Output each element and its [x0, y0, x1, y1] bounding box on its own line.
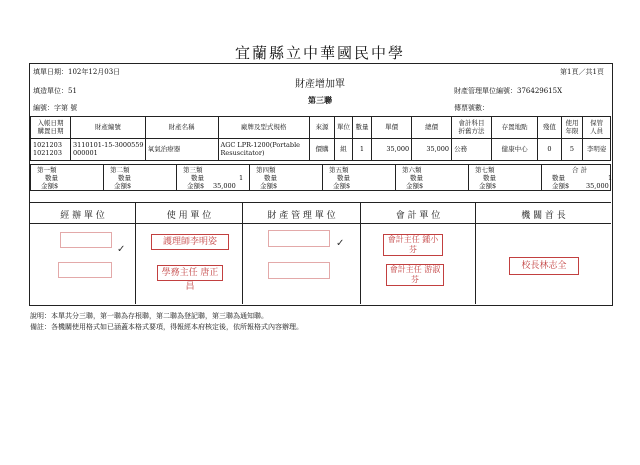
note-remarks: 備註：各機關使用格式如已涵蓋本格式要項，得報經本府核定後，依所報格式內容辦理。: [30, 323, 303, 331]
header-cell: 殘值: [538, 117, 562, 139]
category-name: 合 計: [572, 166, 588, 174]
category-name: 第五類: [329, 166, 349, 174]
row-cell: 價購: [309, 139, 335, 161]
category-qty-value: 1: [239, 174, 244, 182]
category-amt-value: 35,000: [213, 182, 236, 190]
category-amt-value: 35,000: [586, 182, 609, 190]
table-row: [31, 139, 611, 161]
row-cell: 35,000: [372, 139, 412, 161]
handwritten-mark: ✓: [336, 238, 345, 249]
asset-table: [30, 116, 611, 161]
category-qty-label: 數量: [191, 174, 204, 182]
category-name: 第四類: [256, 166, 276, 174]
category-summary: [30, 164, 611, 191]
faint-stamp: [60, 232, 112, 248]
row-cell: 35,000: [412, 139, 452, 161]
fill-date: 填單日期：102年12月03日: [33, 68, 121, 76]
category-qty-label: 數量: [483, 174, 496, 182]
row-cell: 組: [335, 139, 352, 161]
row-cell: 5: [561, 139, 583, 161]
category-cell: [177, 165, 250, 191]
category-name: 第七類: [475, 166, 495, 174]
sign-header-property: 財 產 管 理 單 位: [267, 211, 336, 221]
category-qty-value: 1: [608, 174, 613, 182]
mgmt-number: 財產管理單位編號：376429615X: [454, 87, 563, 95]
header-cell: 使用 年限: [561, 117, 583, 139]
stamp-nurse: 護理師李明姿: [151, 234, 229, 250]
category-name: 第三類: [183, 166, 203, 174]
header-cell: 入帳日期 購置日期: [31, 117, 71, 139]
header-cell: 財產編號: [70, 117, 145, 139]
page-number: 第1頁／共1頁: [560, 68, 604, 76]
header-cell: 單位: [335, 117, 352, 139]
category-qty-label: 數量: [410, 174, 423, 182]
school-title: 宜蘭縣立中華國民中學: [234, 44, 405, 62]
category-qty-label: 數量: [264, 174, 277, 182]
category-name: 第六類: [402, 166, 422, 174]
header-cell: 存置地點: [492, 117, 538, 139]
sign-header-accounting: 會 計 單 位: [395, 211, 441, 221]
category-cell: [323, 165, 396, 191]
row-cell: 健康中心: [492, 139, 538, 161]
category-amt-label: 金額$: [406, 182, 424, 190]
header-cell: 會計科目 折舊方法: [452, 117, 492, 139]
row-cell: 0: [538, 139, 562, 161]
category-amt-label: 金額$: [260, 182, 278, 190]
category-qty-label: 數量: [118, 174, 131, 182]
header-cell: 保管 人員: [583, 117, 611, 139]
row-cell: 李明姿: [583, 139, 611, 161]
faint-stamp: [58, 262, 112, 278]
header-cell: 來源: [309, 117, 335, 139]
row-cell: 1021203 1021203: [31, 139, 71, 161]
divider: [30, 223, 611, 224]
category-amt-label: 金額$: [187, 182, 205, 190]
header-cell: 廠牌及型式規格: [218, 117, 309, 139]
voucher-number: 傳票號數：: [454, 104, 489, 112]
category-name: 第一類: [37, 166, 57, 174]
stamp-director: 學務主任 唐正昌: [157, 265, 223, 281]
category-name: 第二類: [110, 166, 130, 174]
header-cell: 總價: [412, 117, 452, 139]
category-cell: [104, 165, 177, 191]
sign-header-head: 機 關 首 長: [521, 211, 566, 221]
category-amt-label: 金額$: [479, 182, 497, 190]
note-description: 說明：本單共分三聯，第一聯為存根聯，第二聯為登記聯，第三聯為通知聯。: [30, 312, 268, 320]
row-cell: 3110101-15-3000559 000001: [70, 139, 145, 161]
divider: [30, 202, 611, 203]
category-total-cell: [542, 165, 611, 191]
stamp-accounting-2: 會計主任 游淑芬: [386, 264, 444, 286]
category-cell: [469, 165, 542, 191]
category-amt-label: 金額$: [552, 182, 570, 190]
handwritten-mark: ✓: [117, 244, 126, 255]
row-cell: 1: [352, 139, 371, 161]
category-amt-label: 金額$: [333, 182, 351, 190]
category-cell: [250, 165, 323, 191]
sign-header-user: 使 用 單 位: [166, 211, 212, 221]
header-cell: 單價: [372, 117, 412, 139]
code-number: 編號：字第 號: [33, 104, 78, 112]
sign-header-handler: 經 辦 單 位: [60, 211, 105, 221]
category-amt-label: 金額$: [41, 182, 59, 190]
row-cell: 公務: [452, 139, 492, 161]
faint-stamp: [268, 230, 330, 247]
header-cell: 財產名稱: [145, 117, 218, 139]
category-qty-label: 數量: [337, 174, 350, 182]
row-cell: AGC LPR-1200(Portable Resuscitator): [218, 139, 309, 161]
header-cell: 數量: [352, 117, 371, 139]
category-amt-label: 金額$: [114, 182, 132, 190]
category-qty-label: 數量: [552, 174, 565, 182]
stamp-accounting-1: 會計主任 鍾小芬: [383, 234, 443, 256]
asset-table-header: [31, 117, 611, 139]
category-qty-label: 數量: [45, 174, 58, 182]
stamp-principal: 校長林志全: [509, 257, 579, 275]
form-title: 財產增加單: [295, 79, 345, 90]
category-cell: [31, 165, 104, 191]
category-cell: [396, 165, 469, 191]
faint-stamp: [268, 262, 330, 279]
copy-label: 第三聯: [308, 95, 332, 105]
fill-unit: 填造單位：51: [33, 87, 77, 95]
row-cell: 氧氣治療器: [145, 139, 218, 161]
